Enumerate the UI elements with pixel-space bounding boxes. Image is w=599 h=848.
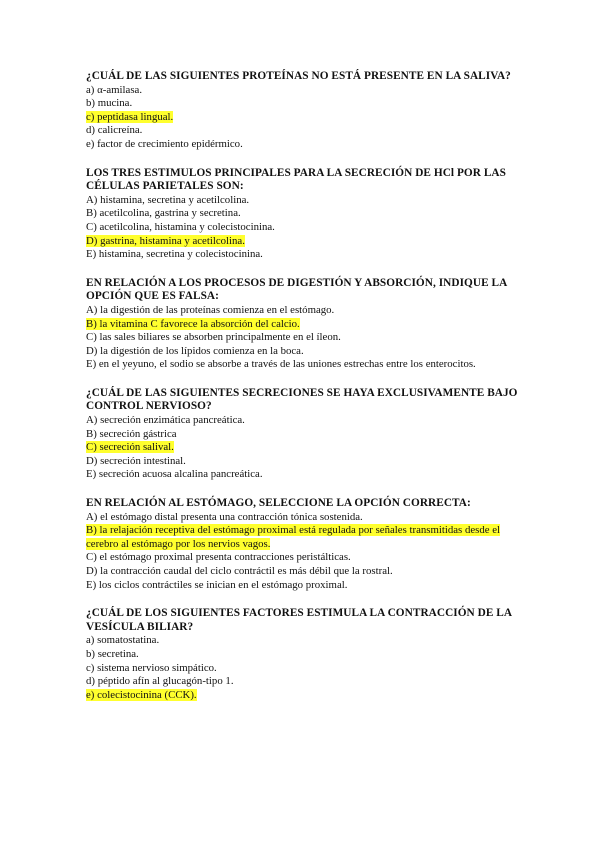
answer-option-text: b) secretina.	[86, 647, 139, 660]
answer-option	[86, 138, 526, 152]
document-page	[86, 70, 526, 717]
answer-option	[86, 551, 526, 565]
answer-option-text: A) histamina, secretina y acetilcolina.	[86, 193, 250, 206]
answer-option-text: C) las sales biliares se absorben principalmente en el íleon.	[86, 331, 341, 344]
answer-option	[86, 207, 526, 221]
answer-option-text: E) secreción acuosa alcalina pancreática.	[86, 468, 263, 481]
answer-option-text: d) calicreína.	[86, 124, 143, 137]
question-block	[86, 277, 526, 372]
answer-option	[86, 414, 526, 428]
answer-option-highlighted	[86, 318, 526, 332]
answer-option-text: a) α-amilasa.	[86, 83, 143, 96]
answer-option	[86, 97, 526, 111]
answer-option	[86, 124, 526, 138]
answer-option	[86, 455, 526, 469]
answer-option	[86, 194, 526, 208]
answer-option	[86, 579, 526, 593]
answer-option-text: e) factor de crecimiento epidérmico.	[86, 137, 243, 150]
answer-option	[86, 358, 526, 372]
answer-option-text: B) la relajación receptiva del estómago proximal está regulada por señales transmitidas desde el cerebro al estómago por los nervios vagos.	[86, 524, 501, 550]
answer-option-text: d) péptido afín al glucagón-tipo 1.	[86, 675, 234, 688]
answer-option-text: E) histamina, secretina y colecistocinina.	[86, 248, 263, 261]
answer-option-text: B) la vitamina C favorece la absorción del calcio.	[86, 317, 300, 330]
answer-option-text: a) somatostatina.	[86, 634, 160, 647]
question-block	[86, 387, 526, 482]
answer-option-text: A) secreción enzimática pancreática.	[86, 414, 245, 427]
question-title: EN RELACIÓN AL ESTÓMAGO, SELECCIONE LA OPCIÓN CORRECTA:	[86, 497, 471, 510]
answer-option-text: C) acetilcolina, histamina y colecistocinina.	[86, 220, 275, 233]
answer-option	[86, 221, 526, 235]
answer-option-text: c) sistema nervioso simpático.	[86, 661, 217, 674]
answer-option-text: C) secreción salival.	[86, 441, 174, 454]
answer-option-highlighted	[86, 235, 526, 249]
question-title: EN RELACIÓN A LOS PROCESOS DE DIGESTIÓN Y ABSORCIÓN, INDIQUE LA OPCIÓN QUE ES FALSA:	[86, 276, 507, 303]
answer-option-highlighted	[86, 689, 526, 703]
answer-option-text: e) colecistocinina (CCK).	[86, 688, 197, 701]
answer-option	[86, 662, 526, 676]
answer-option-text: E) en el yeyuno, el sodio se absorbe a través de las uniones estrechas entre los enterocitos.	[86, 358, 476, 371]
question-title: ¿CUÁL DE LAS SIGUIENTES PROTEÍNAS NO ESTÁ PRESENTE EN LA SALIVA?	[86, 70, 511, 82]
question-block	[86, 167, 526, 262]
answer-option-text: D) la contracción caudal del ciclo contráctil es más débil que la rostral.	[86, 565, 393, 577]
answer-option	[86, 345, 526, 359]
answer-option	[86, 428, 526, 442]
answer-option-text: E) los ciclos contráctiles se inician en el estómago proximal.	[86, 578, 348, 591]
answer-option	[86, 468, 526, 482]
answer-option	[86, 675, 526, 689]
answer-option	[86, 331, 526, 345]
question-list	[86, 70, 526, 702]
answer-option-text: B) secreción gástrica	[86, 427, 177, 440]
answer-option-text: D) gastrina, histamina y acetilcolina.	[86, 234, 245, 247]
question-block	[86, 70, 526, 152]
answer-option-text: b) mucina.	[86, 97, 133, 110]
answer-option-text: A) la digestión de las proteínas comienza en el estómago.	[86, 303, 335, 316]
question-title: ¿CUÁL DE LOS SIGUIENTES FACTORES ESTIMULA LA CONTRACCIÓN DE LA VESÍCULA BILIAR?	[86, 607, 512, 633]
answer-option-text: D) la digestión de los lípidos comienza en la boca.	[86, 344, 304, 357]
answer-option	[86, 304, 526, 318]
answer-option	[86, 634, 526, 648]
answer-option	[86, 84, 526, 98]
answer-option	[86, 511, 526, 525]
answer-option-text: B) acetilcolina, gastrina y secretina.	[86, 207, 241, 220]
answer-option-text: c) peptidasa lingual.	[86, 110, 174, 123]
question-title: ¿CUÁL DE LAS SIGUIENTES SECRECIONES SE HAYA EXCLUSIVAMENTE BAJO CONTROL NERVIOSO?	[86, 386, 518, 413]
answer-option-text: C) el estómago proximal presenta contracciones peristálticas.	[86, 551, 351, 564]
question-block	[86, 607, 526, 702]
answer-option-text: D) secreción intestinal.	[86, 454, 186, 467]
answer-option	[86, 648, 526, 662]
answer-option-highlighted	[86, 524, 526, 551]
question-block	[86, 497, 526, 592]
answer-option-text: A) el estómago distal presenta una contracción tónica sostenida.	[86, 510, 363, 523]
answer-option	[86, 565, 526, 579]
question-title: LOS TRES ESTIMULOS PRINCIPALES PARA LA SECRECIÓN DE HCl POR LAS CÉLULAS PARIETALES SON:	[86, 166, 506, 193]
answer-option-highlighted	[86, 111, 526, 125]
answer-option	[86, 248, 526, 262]
answer-option-highlighted	[86, 441, 526, 455]
